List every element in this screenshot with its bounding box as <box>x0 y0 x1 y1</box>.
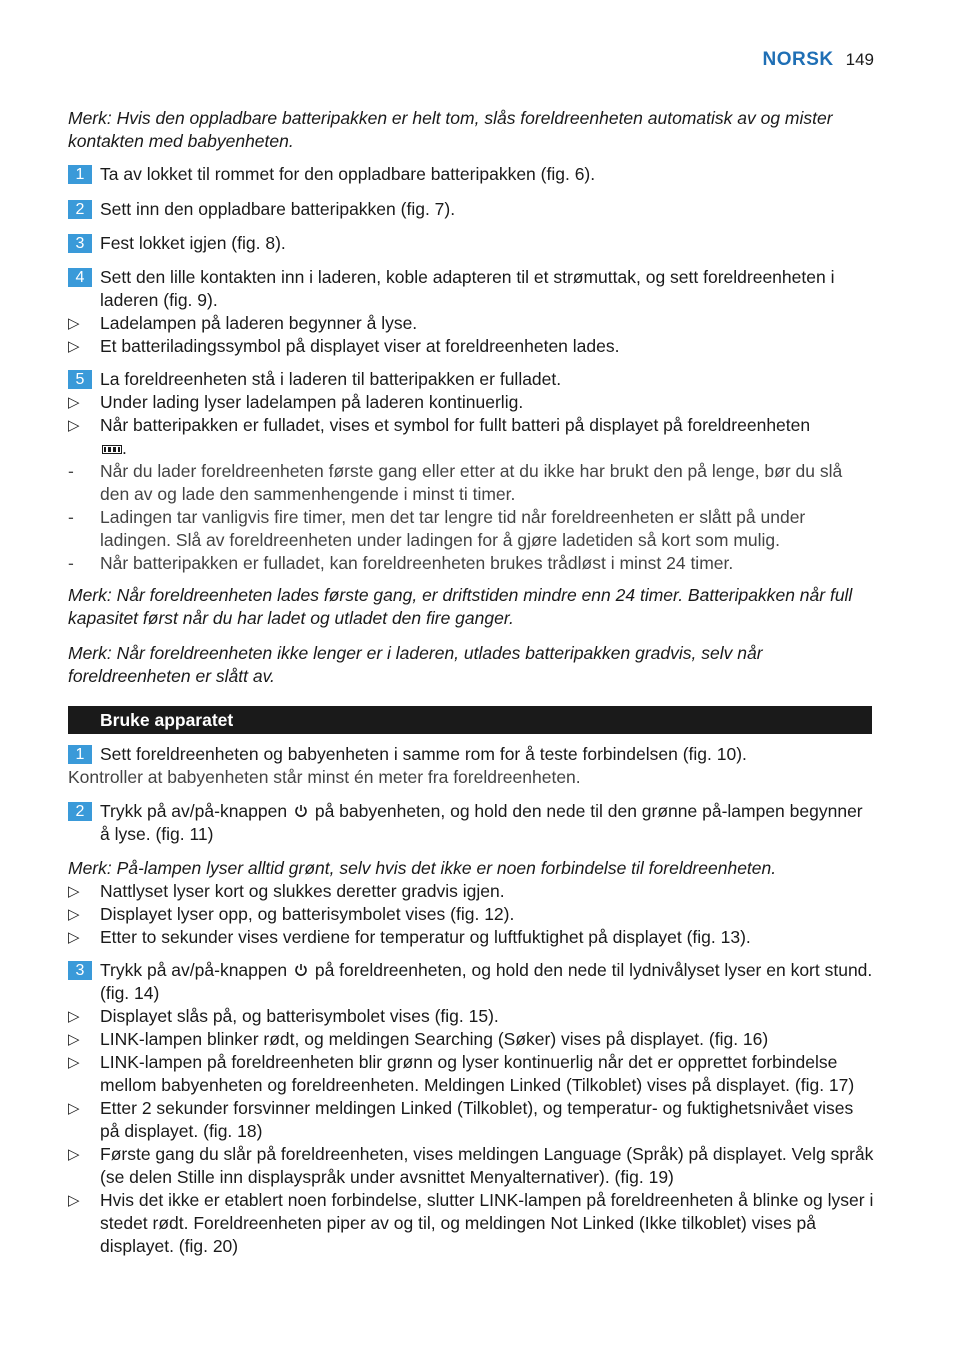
bullet-arrow-icon: ▷ <box>68 338 80 355</box>
step-row <box>68 163 874 186</box>
step-text: La foreldreenheten stå i laderen til batteripakken er fulladet. <box>100 369 562 389</box>
bullet-arrow-icon: ▷ <box>68 1054 80 1071</box>
step-number: 3 <box>68 961 92 980</box>
bullet-arrow-icon: ▷ <box>68 394 80 411</box>
list-item-end: . <box>122 438 127 458</box>
step-text: Sett den lille kontakten inn i laderen, koble adapteren til et strømuttak, og sett foreldreenheten i laderen (fig. 9). <box>100 267 835 310</box>
list-item: Displayet slås på, og batterisymbolet vises (fig. 15). <box>100 1006 499 1026</box>
bullet-arrow-icon: ▷ <box>68 929 80 946</box>
bullet-arrow-icon: ▷ <box>68 417 80 434</box>
step-number: 1 <box>68 745 92 764</box>
step-row <box>68 800 874 846</box>
list-item: Ladingen tar vanligvis fire timer, men det tar lengre tid når foreldreenheten er slått på under ladingen. Slå av foreldreenheten under ladingen for å gjøre ladetiden så kort som mulig. <box>100 507 806 550</box>
list-item: Et batteriladingssymbol på displayet viser at foreldreenheten lades. <box>100 336 620 356</box>
bullet-arrow-icon: ▷ <box>68 1031 80 1048</box>
list-item: Displayet lyser opp, og batterisymbolet vises (fig. 12). <box>100 904 515 924</box>
list-item: Første gang du slår på foreldreenheten, vises meldingen Language (Språk) på displayet. Velg språk (se delen Stille inn displayspråk under avsnittet Menyalternativer). (fig. 19) <box>100 1144 874 1187</box>
step-number: 2 <box>68 802 92 821</box>
step-row <box>68 959 874 1258</box>
power-icon <box>294 804 308 818</box>
bullet-arrow-icon: ▷ <box>68 1146 80 1163</box>
list-item: Nattlyset lyser kort og slukkes deretter gradvis igjen. <box>100 881 505 901</box>
list-item: Ladelampen på laderen begynner å lyse. <box>100 313 418 333</box>
page-number: 149 <box>845 50 874 69</box>
dash-marker: - <box>68 461 74 481</box>
note-discharge: Merk: Når foreldreenheten ikke lenger er i laderen, utlades batteripakken gradvis, selv når foreldreenheten er slått av. <box>68 643 763 686</box>
step-text: Fest lokket igjen (fig. 8). <box>100 233 286 253</box>
step-text-cont: på babyenheten, og hold den nede til den grønne på-lampen begynner å lyse. (fig. 11) <box>100 801 863 844</box>
step-row <box>68 232 874 255</box>
language-label: NORSK <box>762 49 834 70</box>
step-row <box>68 368 874 575</box>
bullet-arrow-icon: ▷ <box>68 906 80 923</box>
step-number: 2 <box>68 200 92 219</box>
step-number: 3 <box>68 234 92 253</box>
step-text: Trykk på av/på-knappen <box>100 960 288 980</box>
note-first-charge: Merk: Når foreldreenheten lades første gang, er driftstiden mindre enn 24 timer. Batteripakken når full kapasitet først når du har ladet og utladet den fire ganger. <box>68 585 853 628</box>
note-battery-empty: Merk: Hvis den oppladbare batteripakken er helt tom, slås foreldreenheten automatisk av og mister kontakten med babyenheten. <box>68 108 833 151</box>
bullet-arrow-icon: ▷ <box>68 1100 80 1117</box>
paragraph: Kontroller at babyenheten står minst én meter fra foreldreenheten. <box>68 767 581 787</box>
step-number: 4 <box>68 268 92 287</box>
bullet-arrow-icon: ▷ <box>68 883 80 900</box>
dash-marker: - <box>68 507 74 527</box>
list-item: Etter to sekunder vises verdiene for temperatur og luftfuktighet på displayet (fig. 13). <box>100 927 751 947</box>
list-item: Under lading lyser ladelampen på laderen kontinuerlig. <box>100 392 524 412</box>
power-icon <box>294 963 308 977</box>
step-text: Sett foreldreenheten og babyenheten i samme rom for å teste forbindelsen (fig. 10). <box>100 744 747 764</box>
list-item: Når batteripakken er fulladet, kan foreldreenheten brukes trådløst i minst 24 timer. <box>100 553 734 573</box>
bullet-list <box>68 880 874 949</box>
step-text-cont: på foreldreenheten, og hold den nede til lydnivålyset lyser en kort stund. (fig. 14) <box>100 960 873 1003</box>
step-text: Ta av lokket til rommet for den oppladbare batteripakken (fig. 6). <box>100 164 596 184</box>
step-row <box>68 743 874 789</box>
list-item: Hvis det ikke er etablert noen forbindelse, slutter LINK-lampen på foreldreenheten å blinke og lyser i stedet rødt. Foreldreenheten piper av og til, og meldingen Not Linked (Ikke tilkoblet) vises på displayet. (fig. 20) <box>100 1190 874 1256</box>
bullet-arrow-icon: ▷ <box>68 1008 80 1025</box>
page-header <box>763 48 875 71</box>
dash-marker: - <box>68 553 74 573</box>
section-title: Bruke apparatet <box>68 706 872 734</box>
list-item: Etter 2 sekunder forsvinner meldingen Linked (Tilkoblet), og temperatur- og fuktighetsnivået vises på displayet. (fig. 18) <box>100 1098 854 1141</box>
step-row <box>68 198 874 221</box>
list-item: LINK-lampen på foreldreenheten blir grønn og lyser kontinuerlig når det er opprettet forbindelse mellom babyenheten og foreldreenheten. Meldingen Linked (Tilkoblet) vises på displayet. (fig. 17) <box>100 1052 855 1095</box>
list-item: LINK-lampen blinker rødt, og meldingen Searching (Søker) vises på displayet. (fig. 16) <box>100 1029 769 1049</box>
step-number: 1 <box>68 165 92 184</box>
step-text: Sett inn den oppladbare batteripakken (fig. 7). <box>100 199 456 219</box>
list-item: Når batteripakken er fulladet, vises et symbol for fullt batteri på displayet på foreldreenheten <box>100 415 811 435</box>
note-power-light: Merk: På-lampen lyser alltid grønt, selv hvis det ikke er noen forbindelse til foreldreenheten. <box>68 858 777 878</box>
step-number: 5 <box>68 370 92 389</box>
battery-full-icon <box>102 445 122 454</box>
step-row <box>68 266 874 358</box>
step-text: Trykk på av/på-knappen <box>100 801 288 821</box>
bullet-arrow-icon: ▷ <box>68 315 80 332</box>
bullet-arrow-icon: ▷ <box>68 1192 80 1209</box>
list-item: Når du lader foreldreenheten første gang eller etter at du ikke har brukt den på lenge, bør du slå den av og lade den sammenhengende i minst ti timer. <box>100 461 843 504</box>
